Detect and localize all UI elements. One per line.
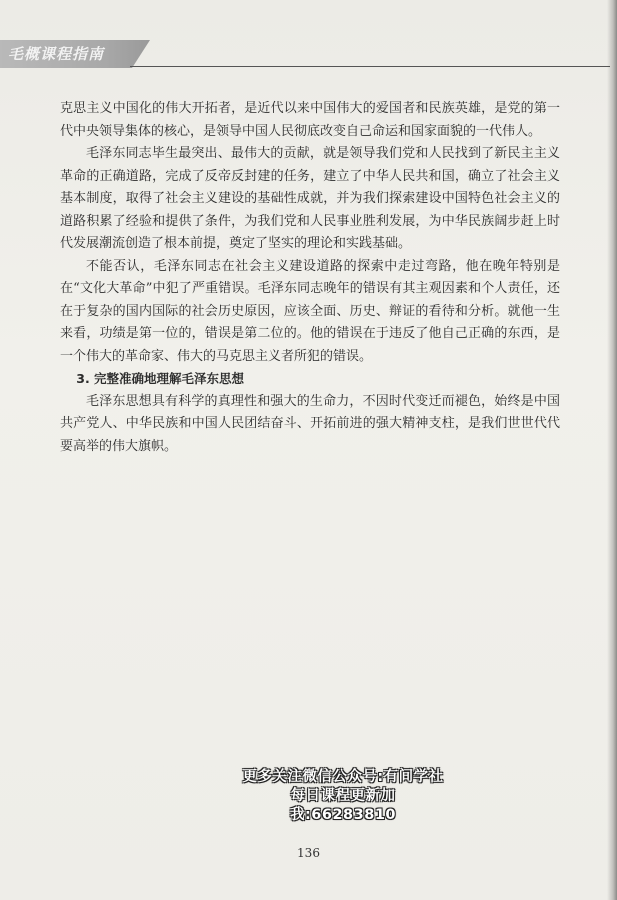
body-paragraph-1: 克思主义中国化的伟大开拓者，是近代以来中国伟大的爱国者和民族英雄，是党的第一代中央领导集体的核心，是领导中国人民彻底改变自己命运和国家面貌的一代伟人。 (60, 101, 560, 139)
body-paragraph-3: 不能否认，毛泽东同志在社会主义建设道路的探索中走过弯路，他在晚年特别是在“文化大革命”中犯了严重错误。毛泽东同志晚年的错误有其主观因素和个人责任，还在于复杂的国内国际的社会历史原因，应该全面、历史、辩证的看待和分析。就他一生来看，功绩是第一位的，错误是第二位的。他的错误在于违反了他自己正确的东西，是一个伟大的革命家、伟大的马克思主义者所犯的错误。 (60, 258, 560, 364)
section-paragraph: 毛泽东思想具有科学的真理性和强大的生命力，不因时代变迁而褪色，始终是中国共产党人、中华民族和中国人民团结奋斗、开拓前进的强大精神支柱，是我们世世代代要高举的伟大旗帜。 (60, 393, 560, 454)
watermark-line-2: 每日课程更新加我:66283810 (289, 788, 396, 823)
page-content (60, 98, 560, 458)
header-title: 毛概课程指南 (8, 45, 105, 63)
watermark-line-1: 更多关注微信公众号:有间学社 (242, 769, 444, 785)
page-edge-shadow (607, 0, 617, 900)
body-paragraph-2: 毛泽东同志毕生最突出、最伟大的贡献，就是领导我们党和人民找到了新民主主义革命的正确道路，完成了反帝反封建的任务，建立了中华人民共和国，确立了社会主义基本制度，取得了社会主义建设的基础性成就，并为我们探索建设中国特色社会主义的道路积累了经验和提供了条件，为我们党和人民事业胜利发展，为中华民族阔步赶上时代发展潮流创造了根本前提，奠定了坚实的理论和实践基础。 (60, 146, 560, 251)
header-divider (130, 66, 610, 67)
page-number: 136 (297, 846, 320, 860)
watermark (238, 768, 448, 825)
section-heading: 3. 完整准确地理解毛泽东思想 (76, 371, 245, 386)
